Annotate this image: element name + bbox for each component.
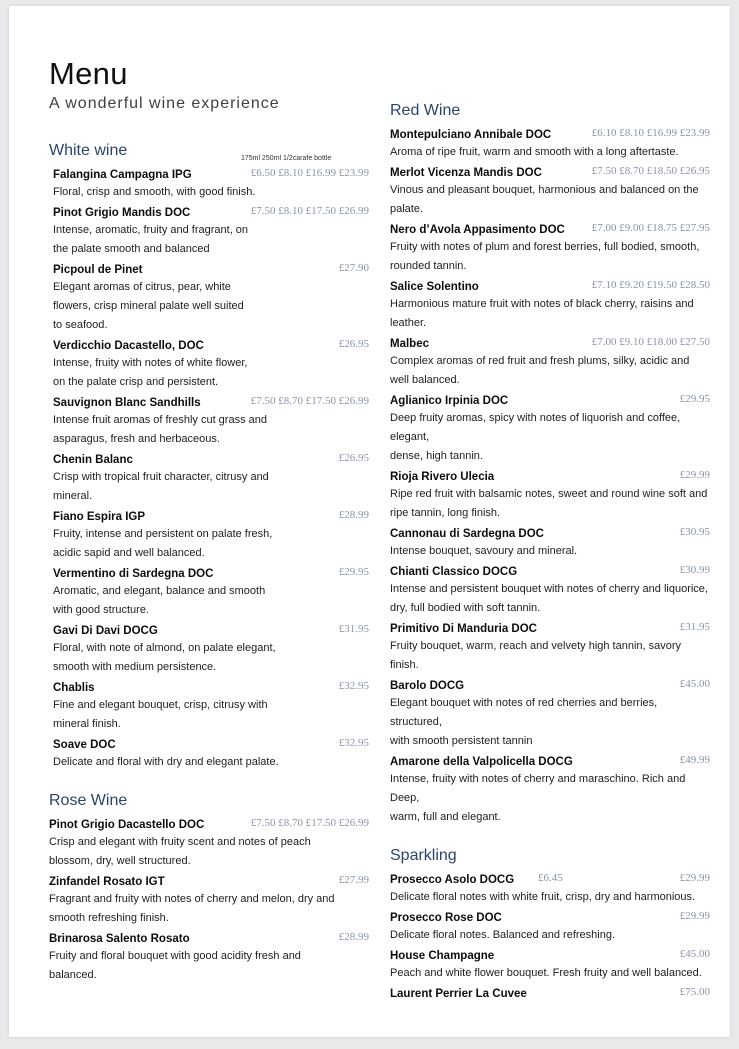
wine-name-row <box>390 124 710 143</box>
wine-name-row <box>390 675 710 694</box>
wine-name: Aglianico Irpinia DOC <box>390 395 509 407</box>
wine-description: well balanced. <box>390 374 460 386</box>
wine-name-row <box>390 618 710 637</box>
wine-description: Fruity and floral bouquet with good acidity fresh and <box>49 950 301 962</box>
wine-name: Pinot Grigio Mandis DOC <box>53 207 191 219</box>
wine-price: £28.99 <box>338 931 369 943</box>
wine-description: Floral, with note of almond, on palate elegant, <box>53 642 276 654</box>
wine-price: £6.10 £8.10 £16.99 £23.99 <box>591 127 710 139</box>
white-wine-list <box>49 164 369 772</box>
wine-name: Malbec <box>390 338 429 350</box>
wine-description: Ripe red fruit with balsamic notes, sweet and round wine soft and <box>390 488 708 500</box>
page-title: Menu <box>49 56 128 91</box>
wine-name: House Champagne <box>390 950 495 962</box>
wine-name-row <box>390 983 710 1002</box>
wine-description: Peach and white flower bouquet. Fresh fruity and well balanced. <box>390 967 702 979</box>
wine-name: Sauvignon Blanc Sandhills <box>53 397 201 409</box>
wine-item <box>390 618 710 675</box>
wine-price: £45.00 <box>679 948 710 960</box>
wine-name-row <box>390 466 710 485</box>
wine-item <box>49 392 369 449</box>
wine-price: £28.99 <box>338 509 369 521</box>
wine-name-row <box>390 907 710 926</box>
wine-item <box>390 333 710 390</box>
wine-name-row <box>390 945 710 964</box>
wine-price: £7.10 £9.20 £19.50 £28.50 <box>591 279 710 291</box>
wine-name-row <box>49 734 369 753</box>
wine-price: £45.00 <box>679 678 710 690</box>
wine-description: Intense fruit aromas of freshly cut grass and <box>53 414 267 426</box>
wine-description: Crisp and elegant with fruity scent and notes of peach <box>49 836 311 848</box>
white-wine-heading <box>49 140 369 164</box>
wine-name: Laurent Perrier La Cuvee <box>390 988 527 1000</box>
rose-wine-heading <box>49 790 369 814</box>
wine-name: Chianti Classico DOCG <box>390 566 518 578</box>
wine-name-row <box>49 620 369 639</box>
wine-name: Primitivo Di Manduria DOC <box>390 623 537 635</box>
wine-name-row <box>390 219 710 238</box>
wine-description: balanced. <box>49 969 97 981</box>
wine-name-row <box>49 871 369 890</box>
wine-description: acidic sapid and well balanced. <box>53 547 205 559</box>
wine-price: £32.95 <box>338 680 369 692</box>
wine-description: flowers, crisp mineral palate well suited <box>53 300 244 312</box>
wine-price: £29.99 <box>679 910 710 922</box>
wine-item <box>49 928 369 985</box>
wine-item <box>390 675 710 751</box>
wine-description: smooth with medium persistence. <box>53 661 217 673</box>
wine-item <box>390 907 710 945</box>
wine-description: Aromatic, and elegant, balance and smooth <box>53 585 266 597</box>
wine-name-row <box>390 523 710 542</box>
wine-description: warm, full and elegant. <box>390 811 501 823</box>
serving-sizes-header: 175ml 250ml 1/2carafe bottle <box>241 155 332 162</box>
wine-name-row <box>49 259 369 278</box>
wine-item <box>390 561 710 618</box>
wine-item <box>390 466 710 523</box>
wine-item <box>390 124 710 162</box>
wine-price: £7.00 £9.10 £18.00 £27.50 <box>591 336 710 348</box>
wine-description: ripe tannin, long finish. <box>390 507 501 519</box>
wine-price: £75.00 <box>679 986 710 998</box>
wine-description: Elegant bouquet with notes of red cherries and berries, structured, <box>390 697 658 728</box>
wine-name-row <box>49 392 369 411</box>
wine-name: Chablis <box>53 682 95 694</box>
wine-description: on the palate crisp and persistent. <box>53 376 219 388</box>
wine-item <box>49 335 369 392</box>
sparkling-heading <box>390 845 710 869</box>
wine-description: Fruity bouquet, warm, reach and velvety high tannin, savory finish. <box>390 640 682 671</box>
wine-price: £32.95 <box>338 737 369 749</box>
wine-description: smooth refreshing finish. <box>49 912 169 924</box>
rose-wine-title: Rose Wine <box>49 792 128 809</box>
wine-price: £29.95 <box>338 566 369 578</box>
page-subtitle: A wonderful wine experience <box>49 95 280 112</box>
wine-description: mineral finish. <box>53 718 121 730</box>
wine-name: Gavi Di Davi DOCG <box>53 625 158 637</box>
wine-description: Harmonious mature fruit with notes of black cherry, raisins and leather. <box>390 298 694 329</box>
wine-description: Intense bouquet, savoury and mineral. <box>390 545 578 557</box>
wine-description: rounded tannin. <box>390 260 467 272</box>
wine-price: £29.95 <box>679 393 710 405</box>
wine-description: Intense, fruity with notes of white flower, <box>53 357 248 369</box>
wine-name: Fiano Espira IGP <box>53 511 146 523</box>
wine-name: Chenin Balanc <box>53 454 133 466</box>
wine-glass-price: £6.45 <box>538 872 563 884</box>
wine-description: Delicate and floral with dry and elegant palate. <box>53 756 279 768</box>
wine-name: Montepulciano Annibale DOC <box>390 129 552 141</box>
wine-item <box>390 219 710 276</box>
wine-description: Deep fruity aromas, spicy with notes of liquorish and coffee, elegant, <box>390 412 681 443</box>
white-wine-title: White wine <box>49 142 128 159</box>
wine-name: Amarone della Valpolicella DOCG <box>390 756 573 768</box>
wine-description: Floral, crisp and smooth, with good finish. <box>53 186 256 198</box>
wine-price: £6.50 £8.10 £16.99 £23.99 <box>250 167 369 179</box>
wine-name: Barolo DOCG <box>390 680 465 692</box>
wine-item <box>49 506 369 563</box>
wine-item <box>390 523 710 561</box>
wine-description: to seafood. <box>53 319 108 331</box>
wine-description: with good structure. <box>53 604 149 616</box>
wine-price: £29.99 <box>679 872 710 884</box>
wine-price: £26.95 <box>338 338 369 350</box>
wine-description: Fruity with notes of plum and forest berries, full bodied, smooth, <box>390 241 700 253</box>
menu-page <box>9 6 730 1037</box>
wine-price: £31.95 <box>338 623 369 635</box>
sparkling-title: Sparkling <box>390 847 457 864</box>
wine-item <box>390 945 710 983</box>
wine-item <box>49 259 369 335</box>
rose-wine-list <box>49 814 369 985</box>
wine-name-row <box>49 164 369 183</box>
wine-price: £26.95 <box>338 452 369 464</box>
wine-name: Salice Solentino <box>390 281 479 293</box>
wine-price: £31.95 <box>679 621 710 633</box>
wine-price: £7.50 £8.70 £17.50 £26.99 <box>250 817 369 829</box>
red-wine-title: Red Wine <box>390 102 461 119</box>
wine-description: Aroma of ripe fruit, warm and smooth with a long aftertaste. <box>390 146 679 158</box>
wine-name: Cannonau di Sardegna DOC <box>390 528 544 540</box>
wine-item <box>390 869 710 907</box>
wine-price: £30.95 <box>679 526 710 538</box>
wine-description: Complex aromas of red fruit and fresh plums, silky, acidic and <box>390 355 690 367</box>
wine-item <box>49 449 369 506</box>
wine-description: dense, high tannin. <box>390 450 483 462</box>
wine-name-row <box>390 869 710 888</box>
wine-item <box>49 164 369 202</box>
wine-name-row <box>390 751 710 770</box>
wine-name: Falangina Campagna IPG <box>53 169 192 181</box>
wine-description: mineral. <box>53 490 93 502</box>
wine-item <box>390 751 710 827</box>
wine-item <box>390 390 710 466</box>
wine-name-row <box>49 928 369 947</box>
wine-name: Merlot Vicenza Mandis DOC <box>390 167 542 179</box>
wine-name-row <box>49 202 369 221</box>
wine-description: dry, full bodied with soft tannin. <box>390 602 541 614</box>
wine-item <box>390 162 710 219</box>
wine-item <box>49 677 369 734</box>
wine-name: Nero d’Avola Appasimento DOC <box>390 224 565 236</box>
red-wine-list <box>390 124 710 827</box>
wine-item <box>390 983 710 1002</box>
wine-name: Pinot Grigio Dacastello DOC <box>49 819 205 831</box>
wine-description: Fine and elegant bouquet, crisp, citrusy with <box>53 699 268 711</box>
wine-description: Crisp with tropical fruit character, citrusy and <box>53 471 269 483</box>
wine-price: £7.00 £9.00 £18.75 £27.95 <box>591 222 710 234</box>
wine-item <box>49 871 369 928</box>
wine-name-row <box>49 563 369 582</box>
wine-item <box>49 734 369 772</box>
wine-price: £29.99 <box>679 469 710 481</box>
wine-description: Elegant aromas of citrus, pear, white <box>53 281 231 293</box>
wine-price: £49.99 <box>679 754 710 766</box>
wine-name-row <box>49 677 369 696</box>
wine-name-row <box>390 390 710 409</box>
wine-name-row <box>390 276 710 295</box>
wine-name: Vermentino di Sardegna DOC <box>53 568 214 580</box>
wine-price: £27.99 <box>338 874 369 886</box>
wine-name: Picpoul de Pinet <box>53 264 143 276</box>
wine-name-row <box>390 561 710 580</box>
wine-description: Delicate floral notes. Balanced and refreshing. <box>390 929 616 941</box>
wine-item <box>49 620 369 677</box>
wine-name: Brinarosa Salento Rosato <box>49 933 190 945</box>
sparkling-list <box>390 869 710 1002</box>
wine-name: Rioja Rivero Ulecia <box>390 471 495 483</box>
wine-name-row <box>390 333 710 352</box>
right-column <box>390 100 710 1002</box>
wine-description: Fragrant and fruity with notes of cherry and melon, dry and <box>49 893 335 905</box>
wine-name: Prosecco Asolo DOCG <box>390 874 515 886</box>
wine-name-row <box>390 162 710 181</box>
wine-item <box>49 563 369 620</box>
wine-name: Verdicchio Dacastello, DOC <box>53 340 204 352</box>
wine-name-row <box>49 814 369 833</box>
wine-item <box>49 814 369 871</box>
red-wine-heading <box>390 100 710 124</box>
wine-price: £27.90 <box>338 262 369 274</box>
left-column <box>49 140 369 985</box>
wine-description: Intense, aromatic, fruity and fragrant, on <box>53 224 249 236</box>
wine-description: asparagus, fresh and herbaceous. <box>53 433 220 445</box>
wine-name-row <box>49 449 369 468</box>
wine-name-row <box>49 335 369 354</box>
wine-price: £30.99 <box>679 564 710 576</box>
wine-item <box>49 202 369 259</box>
wine-name: Zinfandel Rosato IGT <box>49 876 165 888</box>
wine-description: Fruity, intense and persistent on palate fresh, <box>53 528 273 540</box>
wine-price: £7.50 £8.70 £17.50 £26.99 <box>250 395 369 407</box>
wine-description: the palate smooth and balanced <box>53 243 210 255</box>
wine-description: Delicate floral notes with white fruit, crisp, dry and harmonious. <box>390 891 696 903</box>
wine-name: Prosecco Rose DOC <box>390 912 502 924</box>
wine-item <box>390 276 710 333</box>
wine-price: £7.50 £8.70 £18.50 £26.95 <box>591 165 710 177</box>
wine-name: Soave DOC <box>53 739 116 751</box>
wine-description: Intense, fruity with notes of cherry and maraschino. Rich and Deep, <box>390 773 686 804</box>
wine-price: £7.50 £8.10 £17.50 £26.99 <box>250 205 369 217</box>
wine-name-row <box>49 506 369 525</box>
wine-description: blossom, dry, well structured. <box>49 855 191 867</box>
wine-description: Vinous and pleasant bouquet, harmonious and balanced on the palate. <box>390 184 699 215</box>
wine-description: Intense and persistent bouquet with notes of cherry and liquorice, <box>390 583 708 595</box>
wine-description: with smooth persistent tannin <box>390 735 533 747</box>
